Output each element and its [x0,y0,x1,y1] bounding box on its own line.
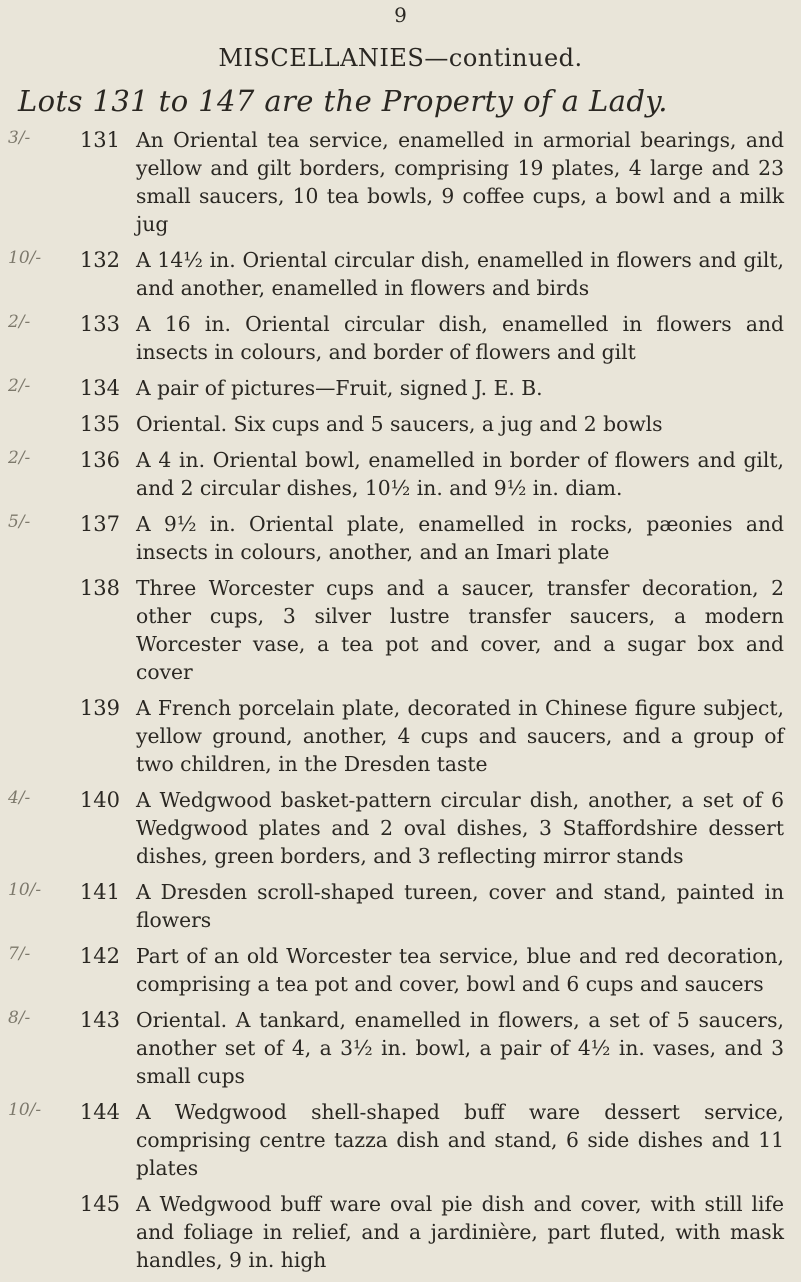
lot-description: A Wedgwood basket-pattern circular dish, another, a set of 6 Wedgwood plates and 2 oval dishes, 3 Staffordshire dessert dishes, green borders, and 3 reflecting mirror stands [136,788,784,868]
margin-note: 3/- [8,128,31,148]
lot-description: Part of an old Worcester tea service, blue and red decoration, comprising a tea pot and cover, bowl and 6 cups and saucers [136,944,784,996]
lot-item [0,694,801,778]
margin-note: 2/- [8,376,31,396]
lot-item [0,246,801,302]
lot-description: A 9½ in. Oriental plate, enamelled in rocks, pæonies and insects in colours, another, and an Imari plate [136,512,784,564]
lot-description: Three Worcester cups and a saucer, transfer decoration, 2 other cups, 3 silver lustre transfer saucers, a modern Worcester vase, a tea pot and cover, and a sugar box and cover [136,576,784,684]
lot-item [0,942,801,998]
lot-number: 134 [79,376,120,400]
lot-number: 131 [79,128,120,152]
lot-number: 139 [79,696,120,720]
lot-item [0,1098,801,1182]
lot-description: A 14½ in. Oriental circular dish, enamelled in flowers and gilt, and another, enamelled in flowers and birds [136,248,784,300]
lot-description: A Wedgwood shell-shaped buff ware dessert service, comprising centre tazza dish and stand, 6 side dishes and 11 plates [136,1100,784,1180]
margin-note: 2/- [8,448,31,468]
page-subtitle: Lots 131 to 147 are the Property of a Lady. [18,84,668,118]
margin-note: 10/- [8,880,42,900]
lot-item [0,126,801,238]
margin-note: 7/- [8,944,31,964]
lot-description: An Oriental tea service, enamelled in armorial bearings, and yellow and gilt borders, comprising 19 plates, 4 large and 23 small saucers, 10 tea bowls, 9 coffee cups, a bowl and a milk jug [136,128,784,236]
lot-number: 137 [79,512,120,536]
lot-item [0,1006,801,1090]
lot-description: A pair of pictures—Fruit, signed J. E. B. [136,376,543,400]
section-title: MISCELLANIES—continued. [218,44,583,72]
lot-number: 133 [79,312,120,336]
lot-number: 143 [79,1008,120,1032]
lot-item [0,510,801,566]
lot-description: Oriental. Six cups and 5 saucers, a jug and 2 bowls [136,412,663,436]
lot-description: A 16 in. Oriental circular dish, enamelled in flowers and insects in colours, and border of flowers and gilt [136,312,784,364]
lot-number: 145 [79,1192,120,1216]
page-number: 9 [394,3,407,27]
lot-item [0,1190,801,1274]
lot-number: 142 [79,944,120,968]
lot-item [0,878,801,934]
lot-description: A 4 in. Oriental bowl, enamelled in border of flowers and gilt, and 2 circular dishes, 10½ in. and 9½ in. diam. [136,448,784,500]
lot-description: A French porcelain plate, decorated in Chinese figure subject, yellow ground, another, 4 cups and saucers, and a group of two children, in the Dresden taste [136,696,784,776]
lot-description: Oriental. A tankard, enamelled in flowers, a set of 5 saucers, another set of 4, a 3½ in. bowl, a pair of 4½ in. vases, and 3 small cups [136,1008,784,1088]
lot-description: A Dresden scroll-shaped tureen, cover and stand, painted in flowers [136,880,784,932]
lot-item [0,574,801,686]
lot-item [0,310,801,366]
lot-number: 144 [79,1100,120,1124]
lot-item [0,446,801,502]
margin-note: 8/- [8,1008,31,1028]
lot-list [0,126,801,1282]
margin-note: 10/- [8,1100,42,1120]
lot-item [0,786,801,870]
margin-note: 10/- [8,248,42,268]
lot-number: 138 [79,576,120,600]
margin-note: 2/- [8,312,31,332]
lot-number: 140 [79,788,120,812]
lot-number: 132 [79,248,120,272]
lot-item [0,410,801,438]
lot-number: 135 [79,412,120,436]
lot-number: 141 [79,880,120,904]
lot-description: A Wedgwood buff ware oval pie dish and cover, with still life and foliage in relief, and a jardinière, part fluted, with mask handles, 9 in. high [136,1192,784,1272]
lot-number: 136 [79,448,120,472]
lot-item [0,374,801,402]
margin-note: 5/- [8,512,31,532]
margin-note: 4/- [8,788,31,808]
